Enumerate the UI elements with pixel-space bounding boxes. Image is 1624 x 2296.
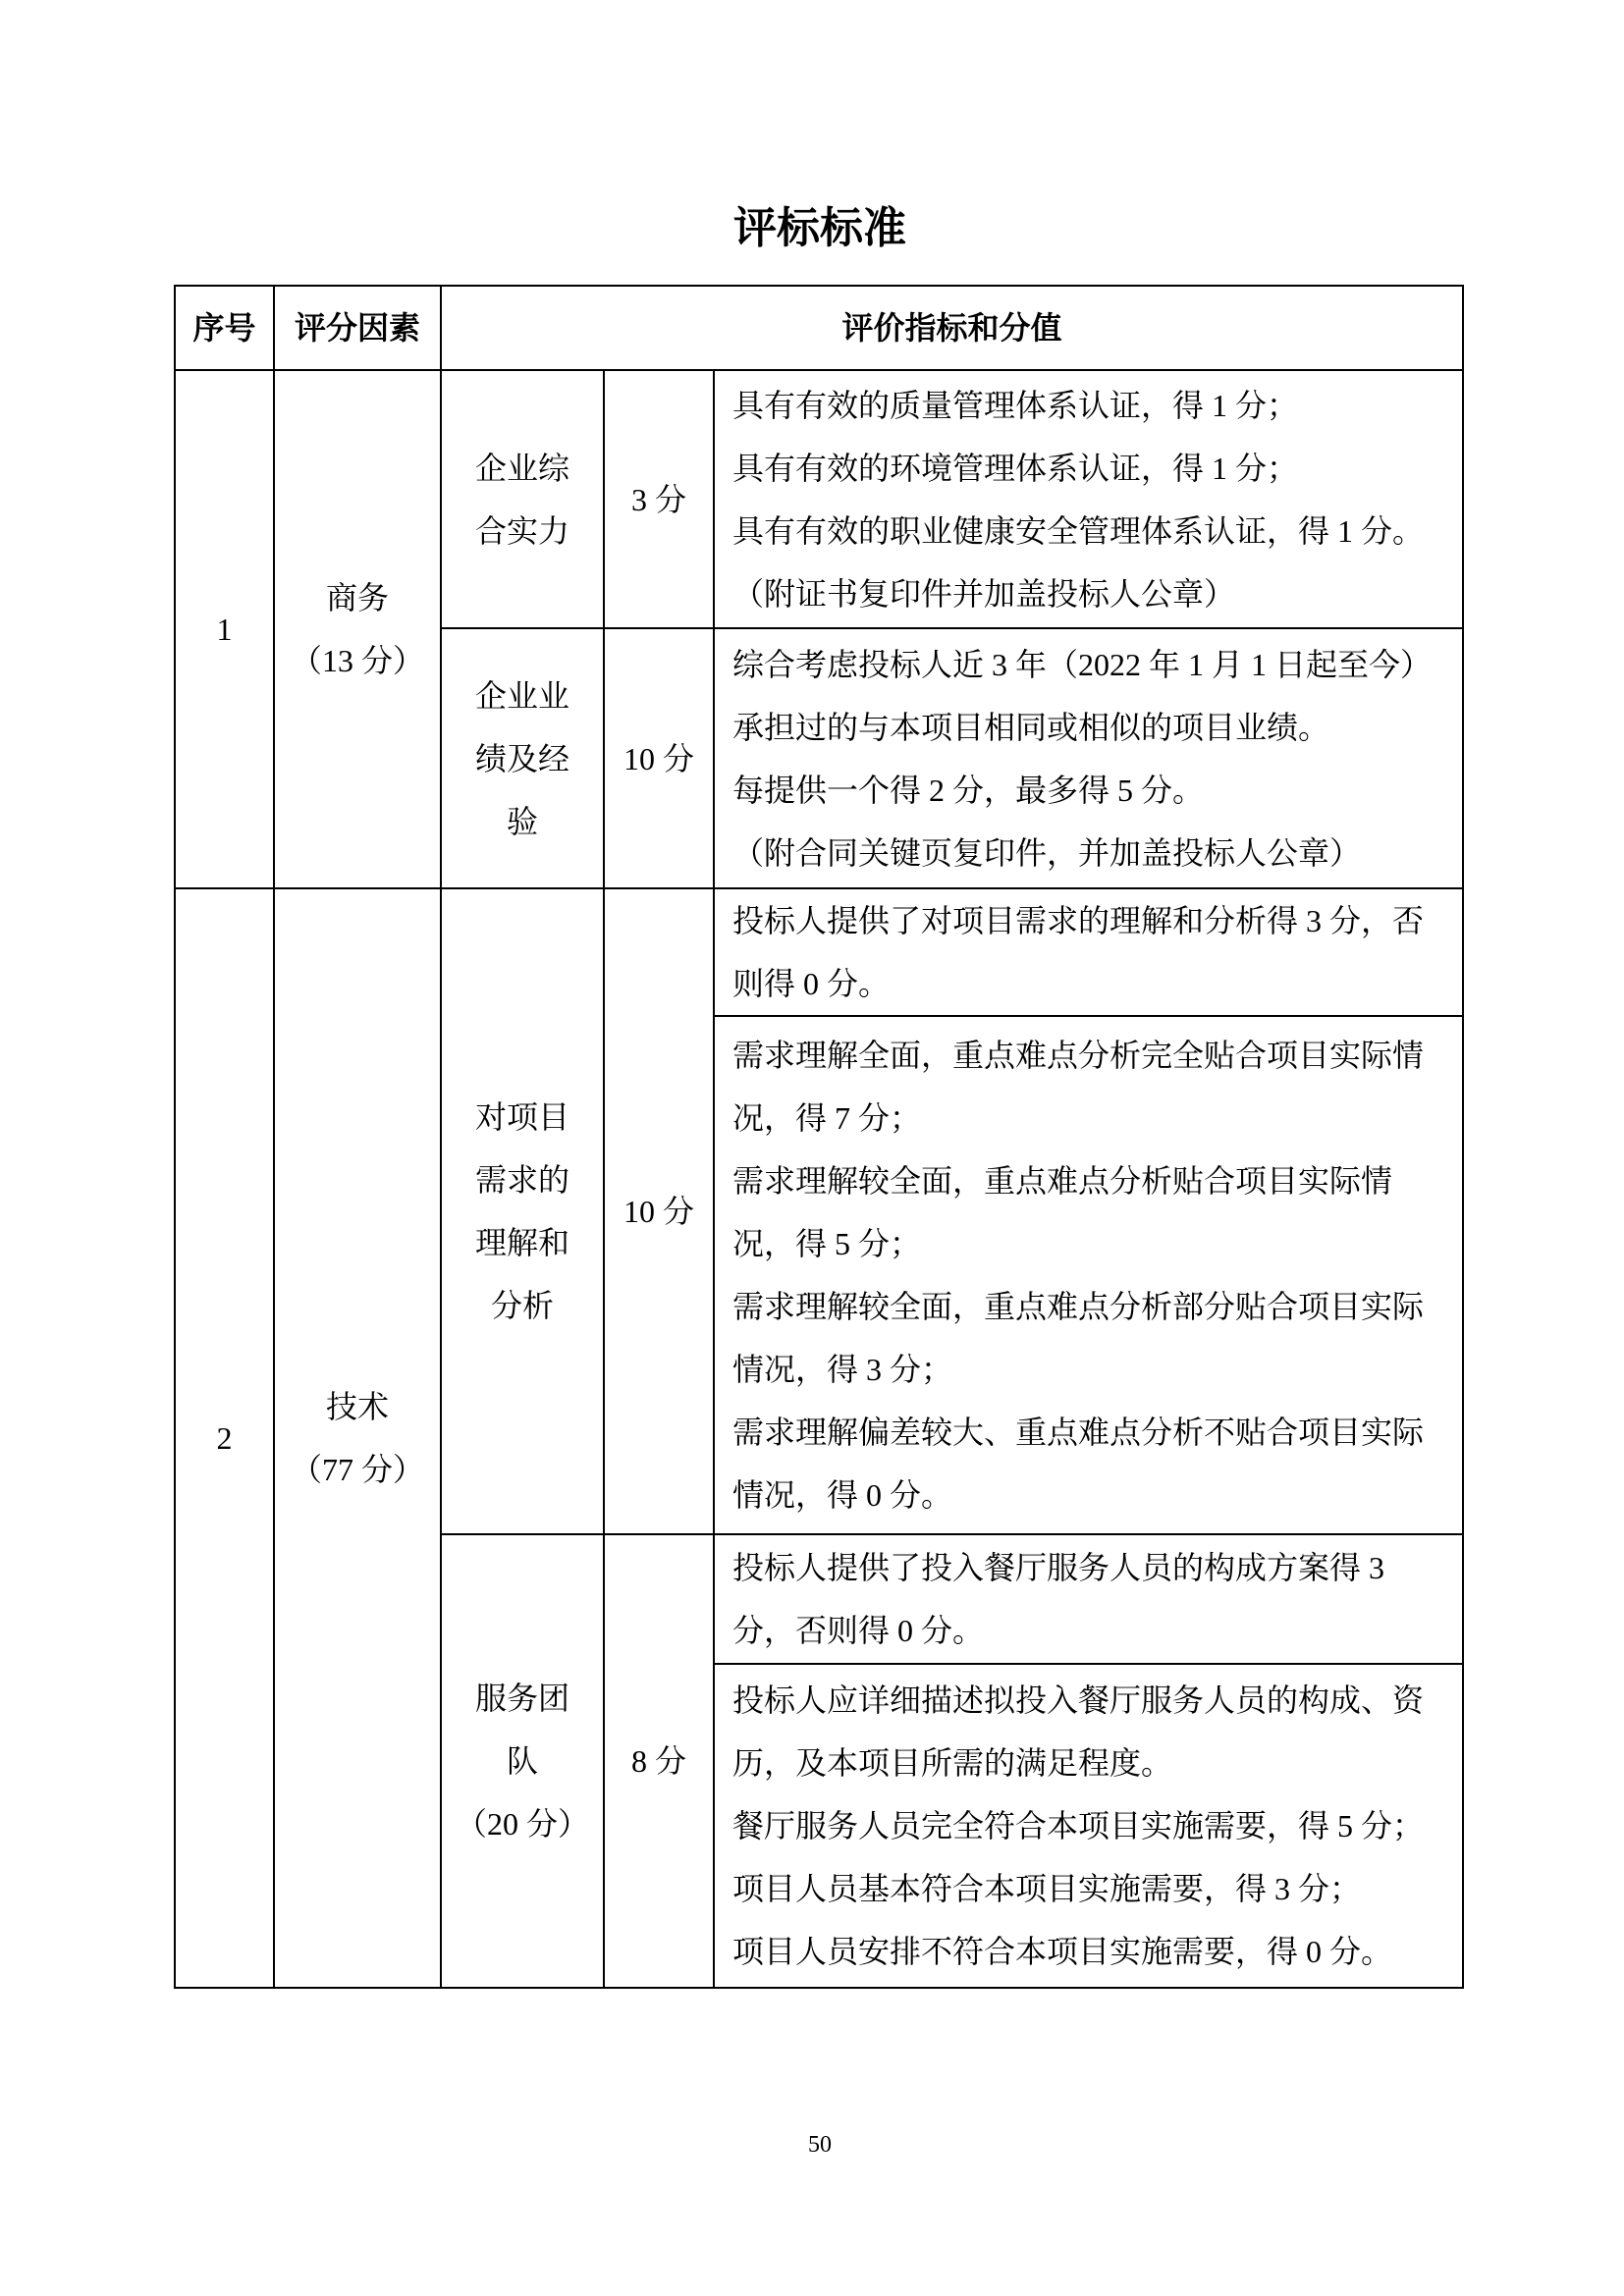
header-factor: 评分因素 — [274, 286, 441, 370]
subfactor-line: 对项目 — [474, 1099, 569, 1135]
criteria-cell — [714, 888, 1463, 1016]
factor-line: 技术 — [325, 1389, 389, 1424]
criteria-line: 投标人应详细描述拟投入餐厅服务人员的构成、资 — [732, 1682, 1425, 1718]
criteria-line: 况，得 7 分； — [732, 1100, 922, 1136]
subfactor-cell — [441, 888, 604, 1534]
criteria-line: 综合考虑投标人近 3 年（2022 年 1 月 1 日起至今） — [732, 646, 1433, 682]
subfactor-line: 企业业 — [474, 677, 569, 714]
criteria-line: 投标人提供了投入餐厅服务人员的构成方案得 3 — [732, 1550, 1385, 1585]
score-cell — [604, 888, 714, 1534]
factor-cell — [274, 888, 441, 1988]
criteria-line: 情况，得 0 分。 — [732, 1477, 953, 1513]
criteria-line: 况，得 5 分； — [732, 1226, 922, 1261]
subfactor-line: 验 — [506, 803, 538, 839]
criteria-cell — [714, 628, 1463, 888]
score-value: 8 分 — [630, 1743, 686, 1779]
score-value: 10 分 — [623, 740, 694, 776]
index-cell — [175, 888, 274, 1988]
factor-line: （77 分） — [290, 1452, 424, 1487]
criteria-line: 投标人提供了对项目需求的理解和分析得 3 分，否 — [732, 903, 1425, 938]
criteria-line: 历，及本项目所需的满足程度。 — [732, 1745, 1173, 1781]
subfactor-line: 队 — [506, 1743, 538, 1779]
criteria-line: （附合同关键页复印件，并加盖投标人公章） — [732, 834, 1362, 871]
subfactor-line: 理解和 — [474, 1225, 569, 1260]
subfactor-line: （20 分） — [455, 1806, 589, 1842]
criteria-line: 承担过的与本项目相同或相似的项目业绩。 — [732, 709, 1330, 745]
index-value: 1 — [216, 612, 233, 647]
criteria-cell — [714, 370, 1463, 628]
subfactor-cell — [441, 628, 604, 888]
table-row — [175, 888, 1463, 1016]
criteria-line: 项目人员基本符合本项目实施需要，得 3 分； — [732, 1871, 1362, 1906]
subfactor-cell — [441, 370, 604, 628]
subfactor-line: 服务团 — [474, 1681, 569, 1716]
subfactor-line: 绩及经 — [474, 740, 569, 776]
criteria-line: 餐厅服务人员完全符合本项目实施需要，得 5 分； — [732, 1808, 1425, 1843]
subfactor-line: 分析 — [490, 1288, 554, 1323]
criteria-line: 具有有效的职业健康安全管理体系认证，得 1 分。 — [732, 512, 1425, 549]
subfactor-line: 合实力 — [474, 512, 569, 549]
criteria-line: 情况，得 3 分； — [732, 1352, 953, 1387]
score-value: 3 分 — [630, 481, 686, 517]
criteria-line: 需求理解偏差较大、重点难点分析不贴合项目实际 — [732, 1415, 1425, 1450]
score-cell — [604, 628, 714, 888]
criteria-line: 需求理解较全面，重点难点分析贴合项目实际情 — [732, 1163, 1393, 1199]
criteria-cell — [714, 1534, 1463, 1664]
score-value: 10 分 — [623, 1194, 694, 1229]
criteria-line: 分，否则得 0 分。 — [732, 1613, 985, 1648]
page-title: 评标标准 — [733, 204, 906, 252]
criteria-line: 需求理解较全面，重点难点分析部分贴合项目实际 — [732, 1289, 1425, 1324]
table-header-row — [175, 286, 1463, 370]
score-cell — [604, 370, 714, 628]
scoring-table — [174, 285, 1464, 1989]
factor-line: （13 分） — [290, 643, 424, 678]
criteria-line: 具有有效的环境管理体系认证，得 1 分； — [732, 450, 1299, 486]
subfactor-line: 企业综 — [474, 450, 569, 486]
criteria-line: 项目人员安排不符合本项目实施需要，得 0 分。 — [732, 1934, 1393, 1969]
factor-cell — [274, 370, 441, 888]
criteria-line: 则得 0 分。 — [732, 966, 891, 1001]
criteria-line: 具有有效的质量管理体系认证，得 1 分； — [732, 387, 1299, 423]
header-criteria: 评价指标和分值 — [441, 286, 1463, 370]
criteria-cell — [714, 1016, 1463, 1534]
table-row — [175, 370, 1463, 628]
page-number: 50 — [808, 2132, 832, 2158]
criteria-line: 需求理解全面，重点难点分析完全贴合项目实际情 — [732, 1038, 1425, 1073]
factor-line: 商务 — [325, 580, 389, 615]
index-value: 2 — [216, 1420, 233, 1456]
criteria-cell — [714, 1664, 1463, 1988]
criteria-line: （附证书复印件并加盖投标人公章） — [732, 575, 1236, 612]
subfactor-line: 需求的 — [474, 1162, 569, 1198]
criteria-line: 每提供一个得 2 分，最多得 5 分。 — [732, 772, 1205, 808]
header-index: 序号 — [175, 286, 274, 370]
subfactor-cell — [441, 1534, 604, 1988]
index-cell — [175, 370, 274, 888]
score-cell — [604, 1534, 714, 1988]
